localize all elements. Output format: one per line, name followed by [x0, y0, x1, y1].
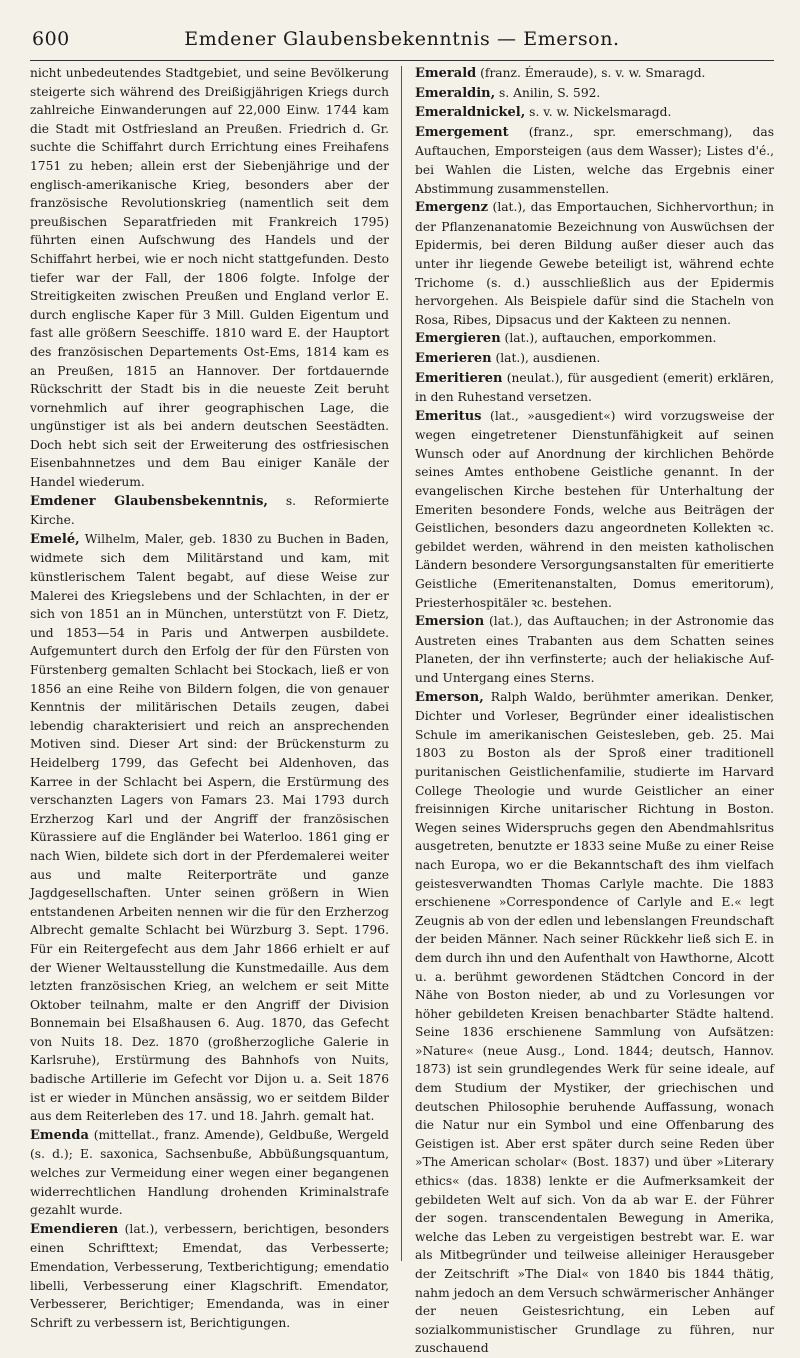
entry-text: (lat.), verbessern, berichtigen, besonders einen Schrifttext; Emendat, das Verbesserte; Emendation, Verbesserung, Textberichtigung; emendatio libelli, Verbesserung einer Klagschrift. Emendator, Verbesserer, Berichtiger; Emendanda, was in einer Schrift zu verbessern ist, Berichtigungen.	[30, 1221, 389, 1330]
dictionary-entry	[415, 407, 774, 613]
entry-headword: Emdener Glaubensbekenntnis,	[30, 493, 268, 509]
entry-text: Ralph Waldo, berühmter amerikan. Denker, Dichter und Vorleser, Begründer einer idealistischen Schule im amerikanischen Geistesleben, geb. 25. Mai 1803 zu Boston als der Sproß einer traditionell puritanischen Geistlichenfamilie, studierte im Harvard College Theologie und wurde Geistlicher an einer freisinnigen Kirche unitarischer Richtung in Boston. Wegen seines Widerspruchs gegen den Abendmahlsritus ausgetreten, benutzte er 1833 seine Muße zu einer Reise nach Europa, wo er die Bekanntschaft des ihm vielfach geistesverwandten Thomas Carlyle machte. Die 1883 erschienene »Correspondence of Carlyle and E.« legt Zeugnis ab von der edlen und lebenslangen Freundschaft der beiden Männer. Nach seiner Rückkehr ließ sich E. in dem durch ihn und den Aufenthalt von Hawthorne, Alcott u. a. berühmt gewordenen Städtchen Concord in der Nähe von Boston nieder, ab und zu Vorlesungen vor höher gebildeten Kreisen benachbarter Städte haltend. Seine 1836 erschienene Sammlung von Aufsätzen: »Nature« (neue Ausg., Lond. 1844; deutsch, Hannov. 1873) ist sein grundlegendes Werk für seine ideale, auf dem Studium der Mystiker, der griechischen und deutschen Philosophie beruhende Auffassung, wonach die Natur nur ein Symbol und eine Offenbarung des Geistigen ist. Aber erst später durch seine Reden über »The American scholar« (Bost. 1837) und über »Literary ethics« (das. 1838) lenkte er die Aufmerksamkeit der gebildeten Welt auf sich. Von da ab war E. der Führer der sogen. transcendentalen Bewegung in Amerika, welche das Leben zu vergeistigen bestrebt war. E. war als Mitbegründer und teilweise alleiniger Herausgeber der Zeitschrift »The Dial« von 1840 bis 1844 thätig, nahm jedoch an dem Versuch schwärmerischer Anhänger der neuen Geistesrichtung, ein Leben auf sozialkommunistischer Grundlage zu führen, nur zuschauend	[414, 689, 774, 1356]
entry-text: (lat., »ausgedient«) wird vorzugsweise der wegen eingetretener Dienstunfähigkeit auf seinen Wunsch oder auf Anordnung der kirchlichen Behörde seines Amtes enthobene Geistliche genannt. In der evangelischen Kirche bestehen für Unterhaltung der Emeriten besondere Fonds, welche aus Beiträgen der Geistlichen, besonders dazu angeordneten Kollekten ꝛc. gebildet werden, während in den meisten katholischen Ländern besondere Versorgungsanstalten für emeritierte Geistliche (Emeritenanstalten, Domus emeritorum), Priesterhospitäler ꝛc. bestehen.	[414, 408, 774, 610]
dictionary-entry	[415, 198, 774, 329]
entry-headword: Emelé,	[30, 531, 80, 547]
page-header	[30, 22, 774, 61]
dictionary-entry	[30, 1220, 389, 1333]
entry-headword: Emergieren	[414, 331, 501, 347]
entry-headword: Emerson,	[414, 689, 484, 705]
entry-headword: Emeraldin,	[414, 85, 496, 101]
running-head: Emdener Glaubensbekenntnis — Emerson.	[184, 28, 620, 50]
entry-headword: Emergement	[414, 124, 509, 140]
text-columns	[30, 64, 774, 1356]
entry-text: s. Anilin, S. 592.	[495, 85, 601, 100]
entry-headword: Emenda	[30, 1127, 89, 1143]
entry-headword: Emersion	[414, 614, 485, 630]
dictionary-entry	[30, 1126, 389, 1220]
dictionary-entry	[415, 103, 774, 123]
entry-text: s. v. w. Nickelsmaragd.	[525, 105, 672, 120]
entry-text: (mittellat., franz. Amende), Geldbuße, Wergeld (s. d.); E. saxonica, Sachsenbuße, Abbüßungsquantum, welches zur Vermeidung einer wegen einer begangenen widerrechtlichen Handlung drohenden Kriminalstrafe gezahlt wurde.	[30, 1127, 389, 1218]
entry-headword: Emendieren	[30, 1221, 119, 1237]
entry-text: nicht unbedeutendes Stadtgebiet, und seine Bevölkerung steigerte sich während des Dreißigjährigen Kriegs durch zahlreiche Einwanderungen auf 22,000 Einw. 1744 kam die Stadt mit Ostfriesland an Preußen. Friedrich d. Gr. suchte die Schiffahrt durch Errichtung eines Freihafens 1751 zu heben; allein erst der Siebenjährige und der englisch-amerikanische Krieg, besonders aber der französische Revolutionskrieg (namentlich seit dem preußischen Separatfrieden mit Frankreich 1795) führten einen Aufschwung des Handels und der Schiffahrt herbei, wie er noch nicht stattgefunden. Desto tiefer war der Fall, der 1806 folgte. Infolge der Streitigkeiten zwischen Preußen und England verlor E. durch englische Kaper für 3 Mill. Gulden Eigentum und fast alle größern Seeschiffe. 1810 ward E. der Hauptort des französischen Departements Ost-Ems, 1814 kam es an Preußen, 1815 an Hannover. Der fortdauernde Rückschritt der Stadt bis in die neueste Zeit beruht vornehmlich auf ihrer geographischen Lage, die ungünstiger ist als bei andern deutschen Seestädten. Doch hebt sich seit der Erweiterung des ostfriesischen Eisenbahnnetzes und dem Bau einiger Kanäle der Handel wiederum.	[30, 66, 389, 490]
dictionary-entry	[415, 123, 774, 198]
dictionary-entry	[30, 64, 389, 492]
dictionary-entry	[415, 369, 774, 407]
entry-headword: Emeraldnickel,	[414, 105, 526, 121]
entry-text: (franz. Émeraude), s. v. w. Smaragd.	[476, 66, 706, 80]
entry-text: (lat.), das Auftauchen; in der Astronomie das Austreten eines Trabanten aus dem Schatten seines Planeten, der ihn verfinsterte; auch der heliakische Auf- und Untergang eines Sterns.	[414, 614, 774, 685]
entry-headword: Emeritieren	[414, 370, 503, 386]
right-column	[402, 64, 774, 1356]
dictionary-entry	[30, 530, 389, 1126]
entry-headword: Emerieren	[414, 350, 492, 366]
entry-text: (lat.), das Emportauchen, Sichhervorthun; in der Pflanzenanatomie Bezeichnung von Auswüchsen der Epidermis, bei deren Bildung außer dieser auch das unter ihr liegende Gewebe beteiligt ist, während echte Trichome (s. d.) ausschließlich aus der Epidermis hervorgehen. Als Beispiele dafür sind die Stacheln von Rosa, Ribes, Dipsacus und der Kakteen zu nennen.	[414, 200, 774, 327]
entry-text: (franz., spr. emerschmang), das Auftauchen, Emporsteigen (aus dem Wasser); Listes d'é., bei Wahlen die Listen, welche das Ergebnis einer Abstimmung zusammenstellen.	[414, 124, 774, 196]
dictionary-entry	[415, 688, 774, 1358]
left-column	[30, 64, 401, 1330]
dictionary-entry	[415, 84, 774, 104]
dictionary-entry	[415, 64, 774, 84]
dictionary-entry	[30, 492, 389, 530]
entry-text: Wilhelm, Maler, geb. 1830 zu Buchen in Baden, widmete sich dem Militärstand und kam, mit künstlerischem Talent begabt, auf diese Weise zur Malerei des Kriegslebens und der Schlachten, in der er sich von 1851 an in München, unterstützt von F. Dietz, und 1853—54 in Paris und Antwerpen ausbildete. Aufgemuntert durch den Erfolg der für den Fürsten von Fürstenberg gemalten Schlacht bei Stockach, ließ er von 1856 an eine Reihe von Bildern folgen, die von genauer Kenntnis der militärischen Details zeugen, dabei lebendig charakterisiert und reich an ansprechenden Motiven sind. Dieser Art sind: der Brückensturm zu Heidelberg 1799, das Gefecht bei Aldenhoven, das Karree in der Schlacht bei Aspern, die Erstürmung des verschanzten Lagers von Famars 23. Mai 1793 durch Erzherzog Karl und der Angriff der französischen Kürassiere auf die Engländer bei Waterloo. 1861 ging er nach Wien, bildete sich dort in der Pferdemalerei weiter aus und malte Reiterporträte und ganze Jagdgesellschaften. Unter seinen größern in Wien entstandenen Arbeiten nennen wir die für den Erzherzog Albrecht gemalte Schlacht bei Würzburg 3. Sept. 1796. Für ein Reitergefecht aus dem Jahr 1866 erhielt er auf der Wiener Weltausstellung die Kunstmedaille. Aus dem letzten französischen Krieg, an welchem er seit Mitte Oktober teilnahm, malte er den Angriff der Division Bonnemain bei Elsaßhausen 6. Aug. 1870, das Gefecht von Nuits 18. Dez. 1870 (großherzogliche Galerie in Karlsruhe), Erstürmung des Bahnhofs von Nuits, badische Artillerie im Gefecht vor Dijon u. a. Seit 1876 ist er wieder in München ansässig, wo er seitdem Bilder aus dem Reiterleben des 17. und 18. Jahrh. gemalt hat.	[30, 531, 389, 1124]
dictionary-entry	[415, 612, 774, 687]
entry-headword: Emergenz	[414, 200, 488, 216]
entry-text: s. Reformierte Kirche.	[30, 493, 389, 528]
entry-text: (neulat.), für ausgedient (emerit) erklären, in den Ruhestand versetzen.	[414, 370, 774, 405]
page-number: 600	[32, 28, 70, 50]
entry-text: (lat.), auftauchen, emporkommen.	[500, 331, 717, 346]
entry-text: (lat.), ausdienen.	[491, 350, 601, 365]
dictionary-entry	[415, 349, 774, 369]
entry-headword: Emeritus	[414, 408, 482, 424]
entry-headword: Emerald	[414, 66, 477, 81]
dictionary-entry	[415, 329, 774, 349]
